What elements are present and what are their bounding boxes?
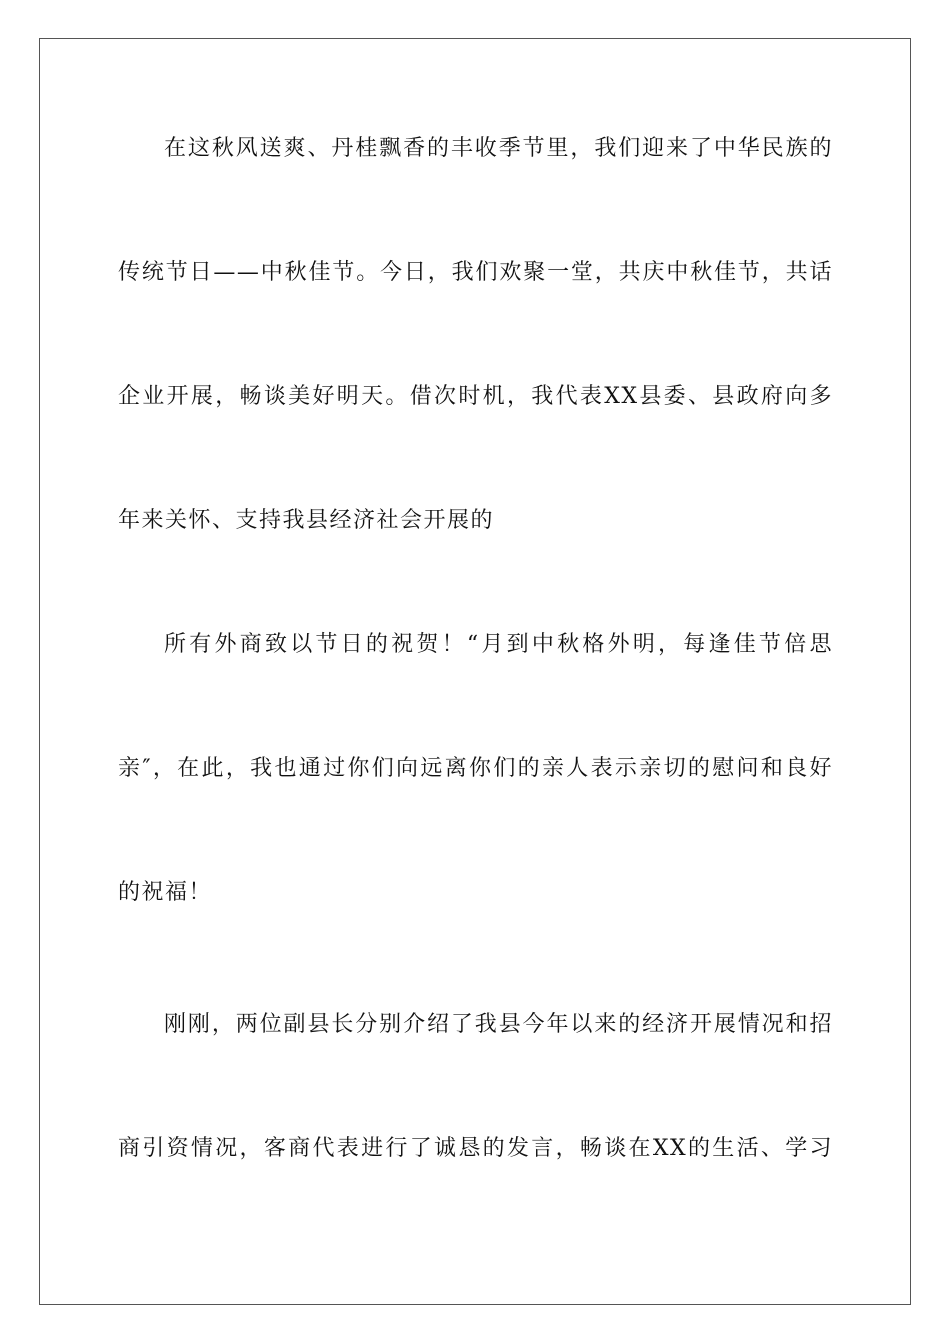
text-line: 商引资情况，客商代表进行了诚恳的发言，畅谈在XX的生活、学习 <box>118 1136 833 1161</box>
text-line: 刚刚，两位副县长分别介绍了我县今年以来的经济开展情况和招 <box>164 1012 833 1037</box>
text-line: 的祝福！ <box>118 880 213 905</box>
text-line: 年来关怀、支持我县经济社会开展的 <box>118 508 495 533</box>
text-line: 企业开展，畅谈美好明天。借次时机，我代表XX县委、县政府向多 <box>118 384 833 409</box>
text-line: 在这秋风送爽、丹桂飘香的丰收季节里，我们迎来了中华民族的 <box>164 136 833 161</box>
text-line: 传统节日——中秋佳节。今日，我们欢聚一堂，共庆中秋佳节，共话 <box>118 260 833 285</box>
text-line: 所有外商致以节日的祝贺！“月到中秋格外明，每逢佳节倍思 <box>164 632 833 657</box>
page-frame <box>39 38 911 1305</box>
text-line: 亲″，在此，我也通过你们向远离你们的亲人表示亲切的慰问和良好 <box>118 756 833 781</box>
